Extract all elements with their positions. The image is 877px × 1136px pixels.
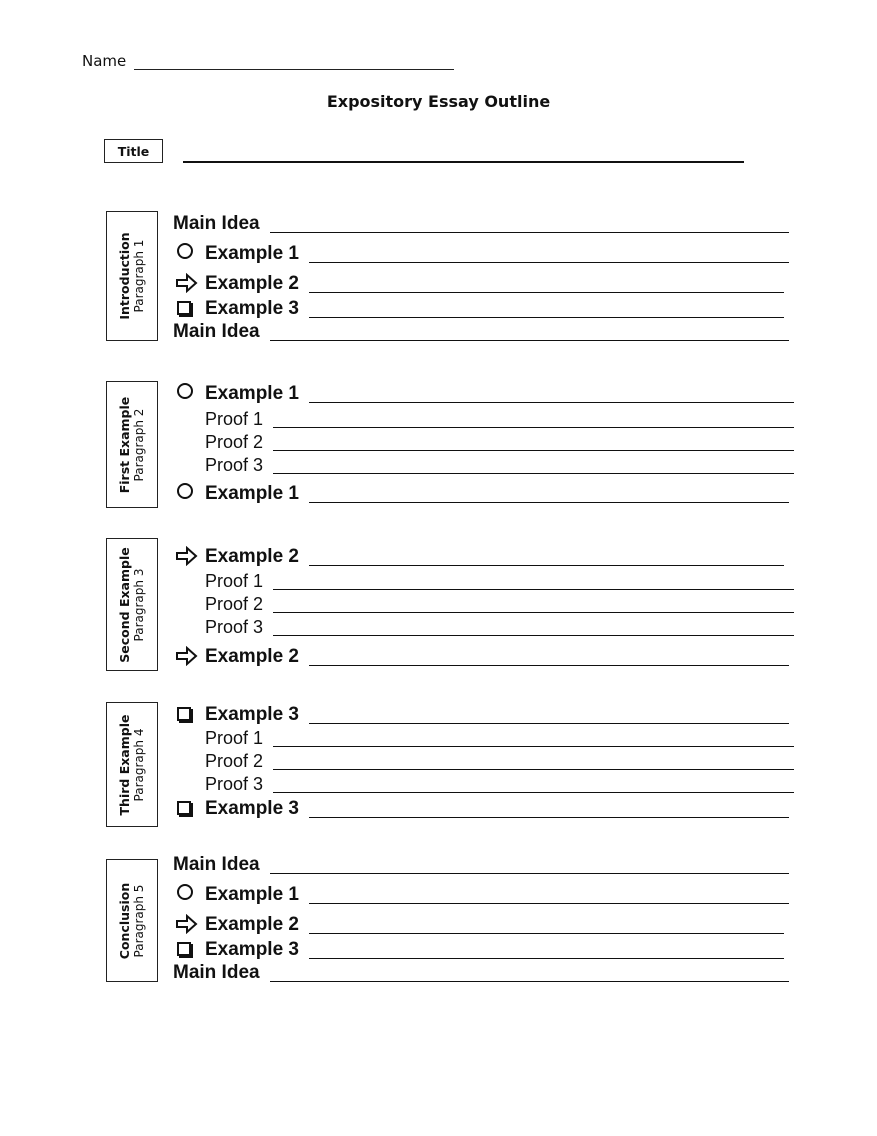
write-in-line[interactable] bbox=[273, 449, 794, 451]
write-in-line[interactable] bbox=[309, 664, 789, 666]
section-label-box bbox=[106, 381, 158, 508]
write-in-line[interactable] bbox=[309, 564, 784, 566]
outline-row-label: Example 2 bbox=[205, 546, 299, 567]
arrow-bullet-icon bbox=[175, 644, 205, 668]
outline-row-label: Example 2 bbox=[205, 273, 299, 294]
section-label-box bbox=[106, 211, 158, 341]
outline-row bbox=[173, 960, 789, 984]
outline-row-label: Proof 1 bbox=[205, 728, 264, 748]
outline-row bbox=[173, 319, 789, 343]
circle-bullet-icon bbox=[175, 481, 205, 505]
title-field[interactable] bbox=[183, 161, 744, 163]
square-bullet-icon bbox=[175, 937, 205, 961]
outline-row-label: Example 1 bbox=[205, 483, 299, 504]
section-title: First Example bbox=[117, 396, 132, 493]
outline-row-label: Example 1 bbox=[205, 243, 299, 264]
write-in-line[interactable] bbox=[309, 291, 784, 293]
outline-row-label: Example 3 bbox=[205, 798, 299, 819]
outline-row bbox=[205, 591, 794, 615]
outline-row bbox=[175, 241, 789, 265]
outline-row bbox=[173, 211, 789, 235]
arrow-bullet-icon bbox=[175, 271, 205, 295]
section-title: Third Example bbox=[117, 714, 132, 815]
outline-row-label: Proof 2 bbox=[205, 432, 264, 452]
outline-row-label: Example 3 bbox=[205, 939, 299, 960]
circle-bullet-icon bbox=[175, 882, 205, 906]
outline-row bbox=[175, 882, 789, 906]
section-title: Second Example bbox=[117, 546, 132, 663]
arrow-bullet-icon bbox=[175, 544, 205, 568]
arrow-bullet-icon bbox=[175, 912, 205, 936]
outline-row bbox=[205, 429, 794, 453]
write-in-line[interactable] bbox=[273, 588, 794, 590]
circle-bullet-icon bbox=[175, 241, 205, 265]
outline-row bbox=[175, 937, 784, 961]
section-title: Introduction bbox=[117, 232, 132, 320]
outline-row bbox=[175, 644, 789, 668]
write-in-line[interactable] bbox=[273, 426, 794, 428]
outline-row-label: Main Idea bbox=[173, 854, 260, 875]
title-label-box bbox=[104, 139, 163, 163]
write-in-line[interactable] bbox=[273, 472, 794, 474]
square-bullet-icon bbox=[175, 796, 205, 820]
section-title: Conclusion bbox=[117, 882, 132, 959]
write-in-line[interactable] bbox=[309, 932, 784, 934]
write-in-line[interactable] bbox=[309, 401, 794, 403]
outline-row-label: Proof 3 bbox=[205, 774, 264, 794]
write-in-line[interactable] bbox=[273, 768, 794, 770]
write-in-line[interactable] bbox=[273, 634, 794, 636]
section-paragraph-label: Paragraph 1 bbox=[132, 239, 146, 313]
write-in-line[interactable] bbox=[270, 872, 789, 874]
outline-row bbox=[205, 771, 794, 795]
write-in-line[interactable] bbox=[309, 722, 789, 724]
outline-row-label: Proof 2 bbox=[205, 594, 264, 614]
write-in-line[interactable] bbox=[309, 816, 789, 818]
outline-row bbox=[175, 296, 784, 320]
outline-row-label: Main Idea bbox=[173, 321, 260, 342]
outline-row-label: Main Idea bbox=[173, 962, 260, 983]
outline-row bbox=[175, 271, 784, 295]
outline-row bbox=[175, 481, 789, 505]
outline-row-label: Example 1 bbox=[205, 884, 299, 905]
page-title: Expository Essay Outline bbox=[326, 92, 551, 111]
write-in-line[interactable] bbox=[309, 316, 784, 318]
write-in-line[interactable] bbox=[309, 261, 789, 263]
square-bullet-icon bbox=[175, 296, 205, 320]
outline-row bbox=[173, 852, 789, 876]
outline-row-label: Proof 2 bbox=[205, 751, 264, 771]
write-in-line[interactable] bbox=[309, 501, 789, 503]
outline-row bbox=[175, 544, 784, 568]
outline-row bbox=[175, 796, 789, 820]
section-paragraph-label: Paragraph 5 bbox=[132, 884, 146, 957]
outline-row bbox=[205, 406, 794, 430]
write-in-line[interactable] bbox=[270, 339, 789, 341]
outline-row bbox=[175, 702, 789, 726]
outline-row-label: Example 2 bbox=[205, 646, 299, 667]
name-label: Name bbox=[82, 52, 127, 70]
outline-row-label: Main Idea bbox=[173, 213, 260, 234]
write-in-line[interactable] bbox=[273, 791, 794, 793]
write-in-line[interactable] bbox=[270, 980, 789, 982]
outline-row bbox=[205, 725, 794, 749]
square-bullet-icon bbox=[175, 702, 205, 726]
outline-row bbox=[205, 452, 794, 476]
outline-row bbox=[205, 568, 794, 592]
outline-row-label: Proof 1 bbox=[205, 571, 264, 591]
section-paragraph-label: Paragraph 4 bbox=[132, 728, 146, 801]
section-paragraph-label: Paragraph 2 bbox=[132, 408, 146, 481]
section-label-box bbox=[106, 859, 158, 982]
section-paragraph-label: Paragraph 3 bbox=[132, 568, 146, 641]
outline-row bbox=[175, 912, 784, 936]
name-field[interactable] bbox=[134, 69, 454, 70]
outline-row-label: Example 2 bbox=[205, 914, 299, 935]
outline-row bbox=[205, 748, 794, 772]
outline-row-label: Example 3 bbox=[205, 298, 299, 319]
outline-row-label: Proof 3 bbox=[205, 455, 264, 475]
outline-row-label: Example 3 bbox=[205, 704, 299, 725]
section-label-box bbox=[106, 702, 158, 827]
title-label: Title bbox=[117, 143, 150, 159]
write-in-line[interactable] bbox=[309, 957, 784, 959]
outline-row bbox=[205, 614, 794, 638]
outline-row-label: Proof 1 bbox=[205, 409, 264, 429]
write-in-line[interactable] bbox=[309, 902, 789, 904]
section-label-box bbox=[106, 538, 158, 671]
outline-row bbox=[175, 381, 794, 405]
write-in-line[interactable] bbox=[273, 745, 794, 747]
circle-bullet-icon bbox=[175, 381, 205, 405]
write-in-line[interactable] bbox=[273, 611, 794, 613]
outline-row-label: Proof 3 bbox=[205, 617, 264, 637]
write-in-line[interactable] bbox=[270, 231, 789, 233]
outline-row-label: Example 1 bbox=[205, 383, 299, 404]
